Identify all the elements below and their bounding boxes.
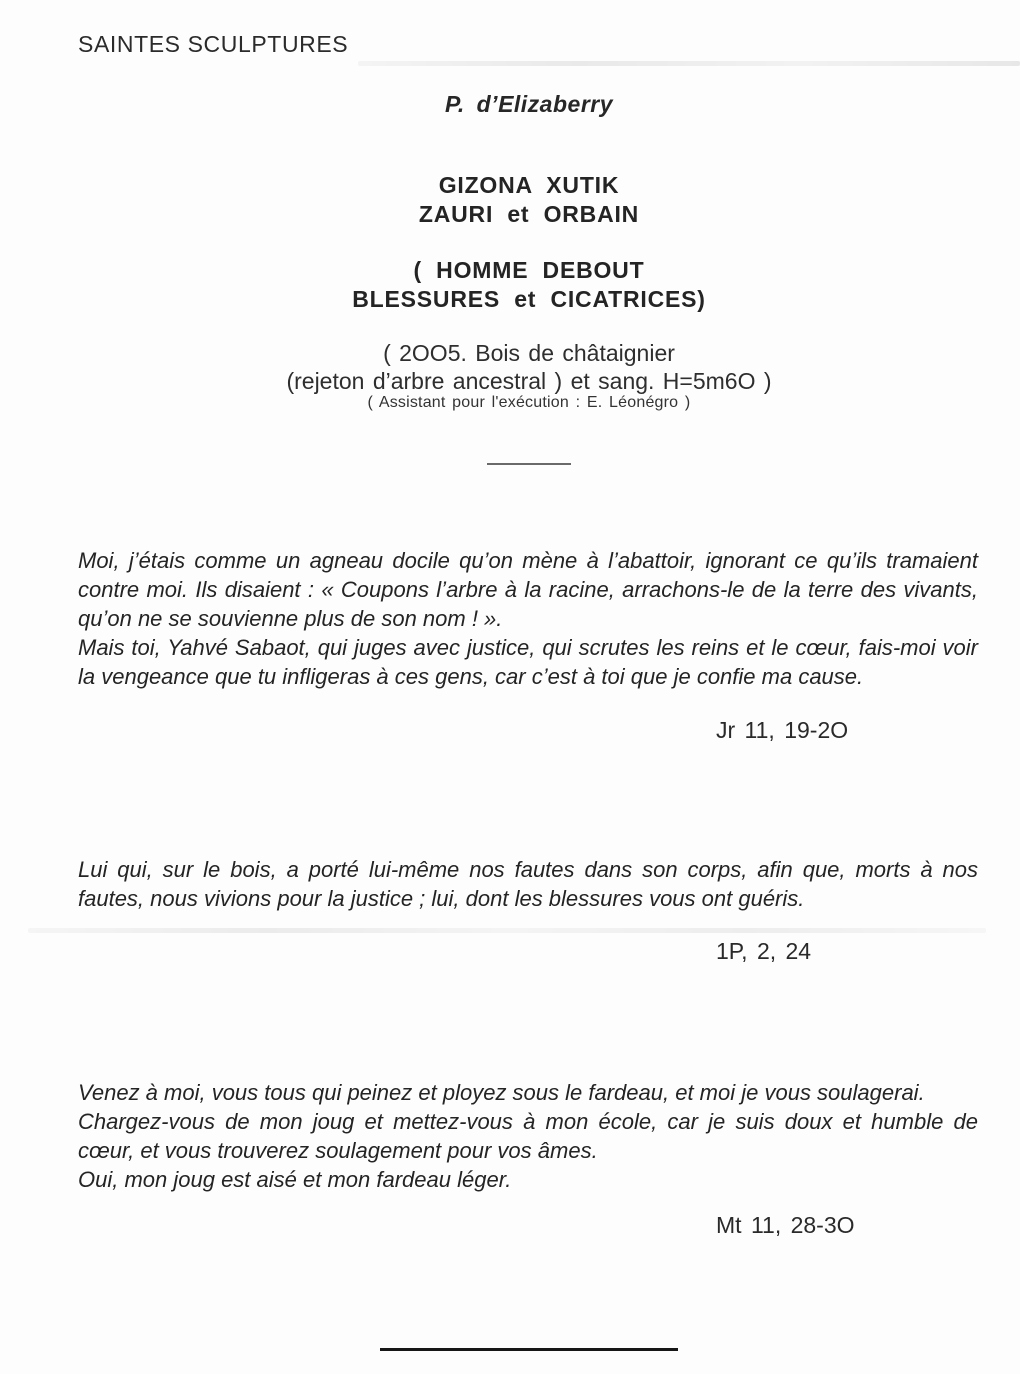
assistant-note: ( Assistant pour l'exécution : E. Léonégro ) [367,394,691,411]
scripture-quote-1 [78,546,978,691]
author-name: P. d’Elizaberry [444,91,614,117]
quote-paragraph: Chargez-vous de mon joug et mettez-vous à mon école, car je suis doux et humble de cœur, et vous trouverez soulagement pour vos âmes. [78,1109,978,1163]
quote-paragraph: Moi, j’étais comme un agneau docile qu’on mène à l’abattoir, ignorant ce qu’ils tramaient contre moi. Ils disaient : « Coupons l’arbre à la racine, arrachons-le de la terre des vivants, qu’on ne se souvienne plus de son nom ! ». [78,548,978,631]
quote-paragraph: Mais toi, Yahvé Sabaot, qui juges avec justice, qui scrutes les reins et le cœur, fais-moi voir la vengeance que tu infligeras à ces gens, car c’est à toi que je confie ma cause. [78,635,978,689]
scan-artifact-top [358,61,1020,66]
scan-artifact-middle [28,928,986,933]
work-details [78,339,980,395]
work-details-line-1: ( 2OO5. Bois de châtaignier [383,340,675,366]
work-subtitle-line-2: BLESSURES et CICATRICES) [352,286,706,312]
section-divider-top [487,463,571,465]
work-subtitle [78,256,980,314]
quote-paragraph: Oui, mon joug est aisé et mon fardeau léger. [78,1167,512,1192]
work-title-line-2: ZAURI et ORBAIN [418,201,640,227]
scripture-quote-3 [78,1078,978,1194]
scripture-quote-2 [78,855,978,913]
scripture-citation-1: Jr 11, 19-2O [716,717,849,743]
scripture-citation-3: Mt 11, 28-3O [716,1212,855,1238]
work-title-line-1: GIZONA XUTIK [438,172,620,198]
page-header: SAINTES SCULPTURES [78,31,349,57]
work-title [78,171,980,229]
section-divider-bottom [380,1348,678,1351]
quote-paragraph: Lui qui, sur le bois, a porté lui-même nos fautes dans son corps, afin que, morts à nos fautes, nous vivions pour la justice ; lui, dont les blessures vous ont guéris. [78,857,978,911]
work-details-line-2: (rejeton d’arbre ancestral ) et sang. H=5m6O ) [286,368,772,394]
work-subtitle-line-1: ( HOMME DEBOUT [413,257,645,283]
scripture-citation-2: 1P, 2, 24 [716,938,812,964]
quote-paragraph: Venez à moi, vous tous qui peinez et ployez sous le fardeau, et moi je vous soulagerai. [78,1080,925,1105]
